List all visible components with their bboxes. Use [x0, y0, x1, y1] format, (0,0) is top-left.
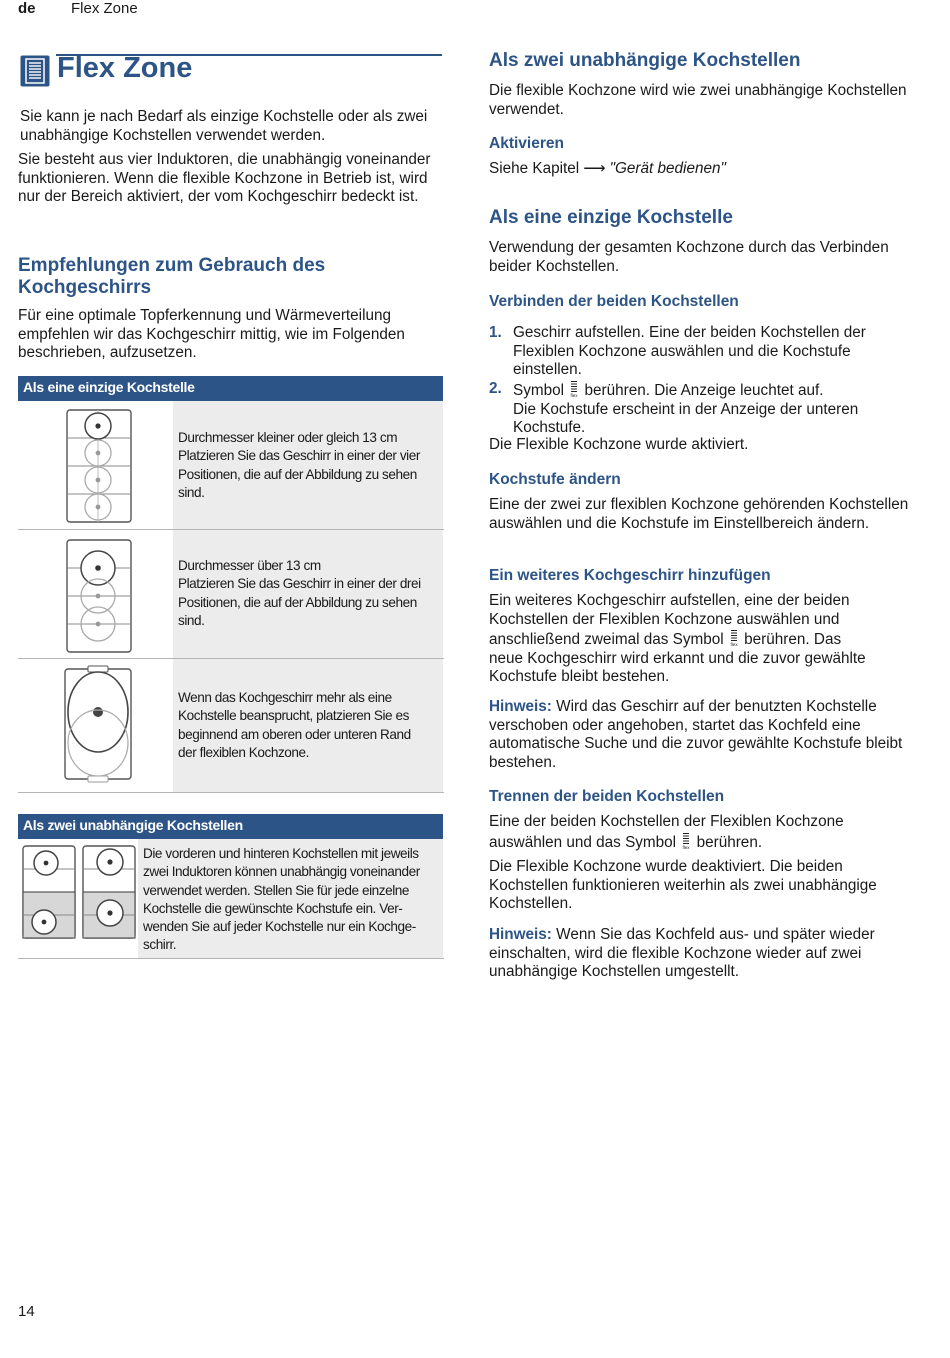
separate-heading: Trennen der beiden Kochstellen — [489, 788, 725, 805]
svg-text:flex: flex — [730, 642, 738, 648]
connect-heading: Verbinden der beiden Kochstellen — [489, 293, 739, 310]
recommend-text: Für eine optimale Topferkennung und Wärmeverteilung empfehlen wir das Kochgeschirr mittig, wie im Folgenden beschrieben, aufzusetzen. — [18, 307, 405, 362]
intro-paragraph-1: Sie kann je nach Bedarf als einzige Kochstelle oder als zwei unabhängige Kochstellen verwendet werden. — [20, 108, 428, 144]
table-dual-header: Als zwei unabhängige Kochstellen — [18, 814, 443, 839]
row-divider — [18, 529, 444, 530]
add-text: Ein weiteres Kochgeschirr aufstellen, eine der beiden Kochstellen der Flexiblen Kochzone auswählen und anschließend zweimal das Symbol flex berühren. Das neue Kochgeschirr wird erkannt und die zuvor gewählte Kochstufe bleibt bestehen. — [489, 592, 866, 686]
step-1: 1. Geschirr aufstellen. Eine der beiden Kochstellen der Flexiblen Kochzone auswählen und die Kochstufe einstellen. — [489, 324, 866, 379]
recommend-heading: Empfehlungen zum Gebrauch des Kochgeschirrs — [18, 255, 326, 298]
activated-text: Die Flexible Kochzone wurde aktiviert. — [489, 436, 749, 453]
dual-text: Die flexible Kochzone wird wie zwei unabhängige Kochstellen verwendet. — [489, 82, 907, 118]
row-divider — [18, 792, 444, 793]
running-title: Flex Zone — [71, 0, 138, 17]
deactivated-text: Die Flexible Kochzone wurde deaktiviert. Die beiden Kochstellen funktionieren weiterhin als zwei unabhängige Kochstellen. — [489, 858, 877, 913]
note-1: Hinweis: Wird das Geschirr auf der benutzten Kochstelle verschoben oder angehoben, startet das Kochfeld eine automatische Suche und die zuvor gewählte Kochstufe bleibt bestehen. — [489, 698, 903, 771]
flex-symbol-icon — [568, 380, 580, 398]
page-number: 14 — [18, 1303, 35, 1320]
single-heading: Als eine einzige Kochstelle — [489, 207, 733, 228]
activate-reference: Siehe Kapitel ⟶ "Gerät bedienen" — [489, 160, 726, 177]
dual-heading: Als zwei unabhängige Kochstellen — [489, 50, 801, 71]
activate-heading: Aktivieren — [489, 135, 564, 152]
change-heading: Kochstufe ändern — [489, 471, 621, 488]
small-pot-positions-illustration — [66, 409, 132, 523]
flex-symbol-icon — [728, 629, 740, 647]
arrow-right-icon: ⟶ — [583, 160, 606, 177]
page-title: Flex Zone — [57, 52, 193, 84]
row-divider — [18, 658, 444, 659]
step-2: 2. Symbol flex berühren. Die Anzeige leuchtet auf. Die Kochstufe erscheint in der Anzeige der unteren Kochstufe. — [489, 380, 859, 437]
flex-zone-icon — [20, 55, 50, 87]
add-heading: Ein weiteres Kochgeschirr hinzufügen — [489, 567, 771, 584]
large-pot-positions-illustration — [66, 539, 132, 653]
change-text: Eine der zwei zur flexiblen Kochzone gehörenden Kochstellen auswählen und die Kochstufe im Einstellbereich ändern. — [489, 496, 909, 532]
svg-text:flex: flex — [682, 844, 690, 850]
table-single-header: Als eine einzige Kochstelle — [18, 376, 443, 401]
chapter-link[interactable]: "Gerät bedienen" — [609, 160, 726, 177]
two-zones-illustration — [22, 845, 136, 939]
language-code: de — [18, 0, 36, 17]
oval-pot-illustration — [62, 665, 134, 785]
flex-symbol-icon — [680, 832, 692, 850]
single-text: Verwendung der gesamten Kochzone durch das Verbinden beider Kochstellen. — [489, 239, 889, 275]
note-2: Hinweis: Wenn Sie das Kochfeld aus- und später wieder einschalten, wird die flexible Kochzone wieder auf zwei unabhängige Kochstellen umgestellt. — [489, 926, 875, 981]
separate-text: Eine der beiden Kochstellen der Flexiblen Kochzone auswählen und das Symbol flex berühren. — [489, 813, 844, 851]
svg-text:flex: flex — [570, 393, 578, 398]
row-divider — [18, 958, 444, 959]
intro-paragraph-2: Sie besteht aus vier Induktoren, die unabhängig voneinander funktionieren. Wenn die flexible Kochzone in Betrieb ist, wird nur der Bereich aktiviert, der vom Kochgeschirr bedeckt ist. — [18, 151, 431, 206]
